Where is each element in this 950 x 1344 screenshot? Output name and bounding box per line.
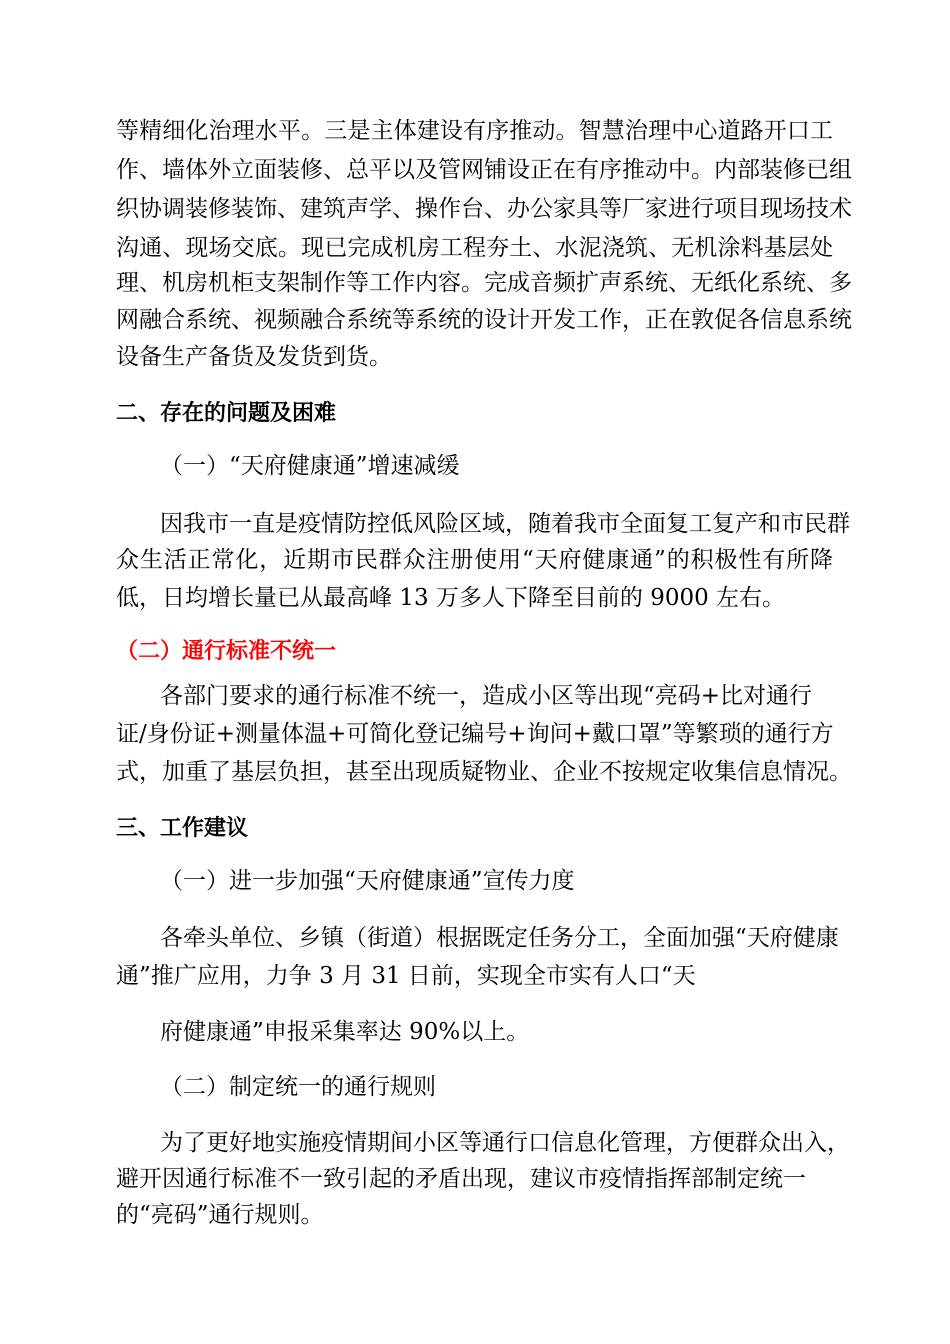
progress-line-3: 织协调装修装饰、建筑声学、操作台、办公家具等厂家进行项目现场技术 [116, 196, 852, 222]
para-growth-line-3: 低，日均增长量已从最高峰 13 万多人下降至目前的 9000 左右。 [116, 585, 786, 611]
subheading-standards-inconsistent: （二）通行标准不统一 [116, 639, 337, 664]
para-promotion-line-2: 通”推广应用，力争 3 月 31 日前，实现全市实有人口“天 [116, 963, 696, 989]
para-rules-line-3: 的“亮码”通行规则。 [116, 1202, 324, 1228]
progress-line-7: 设备生产备货及发货到货。 [116, 344, 392, 370]
section-heading-problems: 二、存在的问题及困难 [116, 401, 337, 426]
para-standards-line-1: 各部门要求的通行标准不统一，造成小区等出现“亮码+比对通行 [160, 683, 813, 709]
progress-line-1: 等精细化治理水平。三是主体建设有序推动。智慧治理中心道路开口工 [116, 118, 833, 144]
progress-line-4: 沟通、现场交底。现已完成机房工程夯土、水泥浇筑、无机涂料基层处 [116, 235, 833, 261]
subheading-unified-rules: （二）制定统一的通行规则 [160, 1074, 436, 1100]
para-promotion-line-1: 各牵头单位、乡镇（街道）根据既定任务分工，全面加强“天府健康 [160, 925, 839, 951]
progress-line-2: 作、墙体外立面装修、总平以及管网铺设正在有序推动中。内部装修已组 [116, 157, 852, 183]
para-rules-line-2: 避开因通行标准不一致引起的矛盾出现，建议市疫情指挥部制定统一 [116, 1166, 806, 1192]
para-growth-line-2: 众生活正常化，近期市民群众注册使用“天府健康通”的积极性有所降 [116, 547, 833, 573]
subheading-promotion: （一）进一步加强“天府健康通”宣传力度 [160, 868, 575, 894]
para-standards-line-2: 证/身份证+测量体温+可简化登记编号+询问+戴口罩”等繁琐的通行方 [116, 721, 834, 747]
para-promotion-line-3: 府健康通”申报采集率达 90%以上。 [160, 1019, 530, 1045]
progress-line-5: 理、机房机柜支架制作等工作内容。完成音频扩声系统、无纸化系统、多 [116, 270, 852, 296]
para-growth-line-1: 因我市一直是疫情防控低风险区域，随着我市全面复工复产和市民群 [160, 511, 850, 537]
subheading-growth-slowing: （一）“天府健康通”增速减缓 [160, 453, 460, 479]
para-rules-line-1: 为了更好地实施疫情期间小区等通行口信息化管理，方便群众出入， [160, 1130, 850, 1156]
para-standards-line-3: 式，加重了基层负担，甚至出现质疑物业、企业不按规定收集信息情况。 [116, 759, 852, 785]
section-heading-suggestions: 三、工作建议 [116, 816, 249, 841]
progress-line-6: 网融合系统、视频融合系统等系统的设计开发工作，正在敦促各信息系统 [116, 307, 852, 333]
